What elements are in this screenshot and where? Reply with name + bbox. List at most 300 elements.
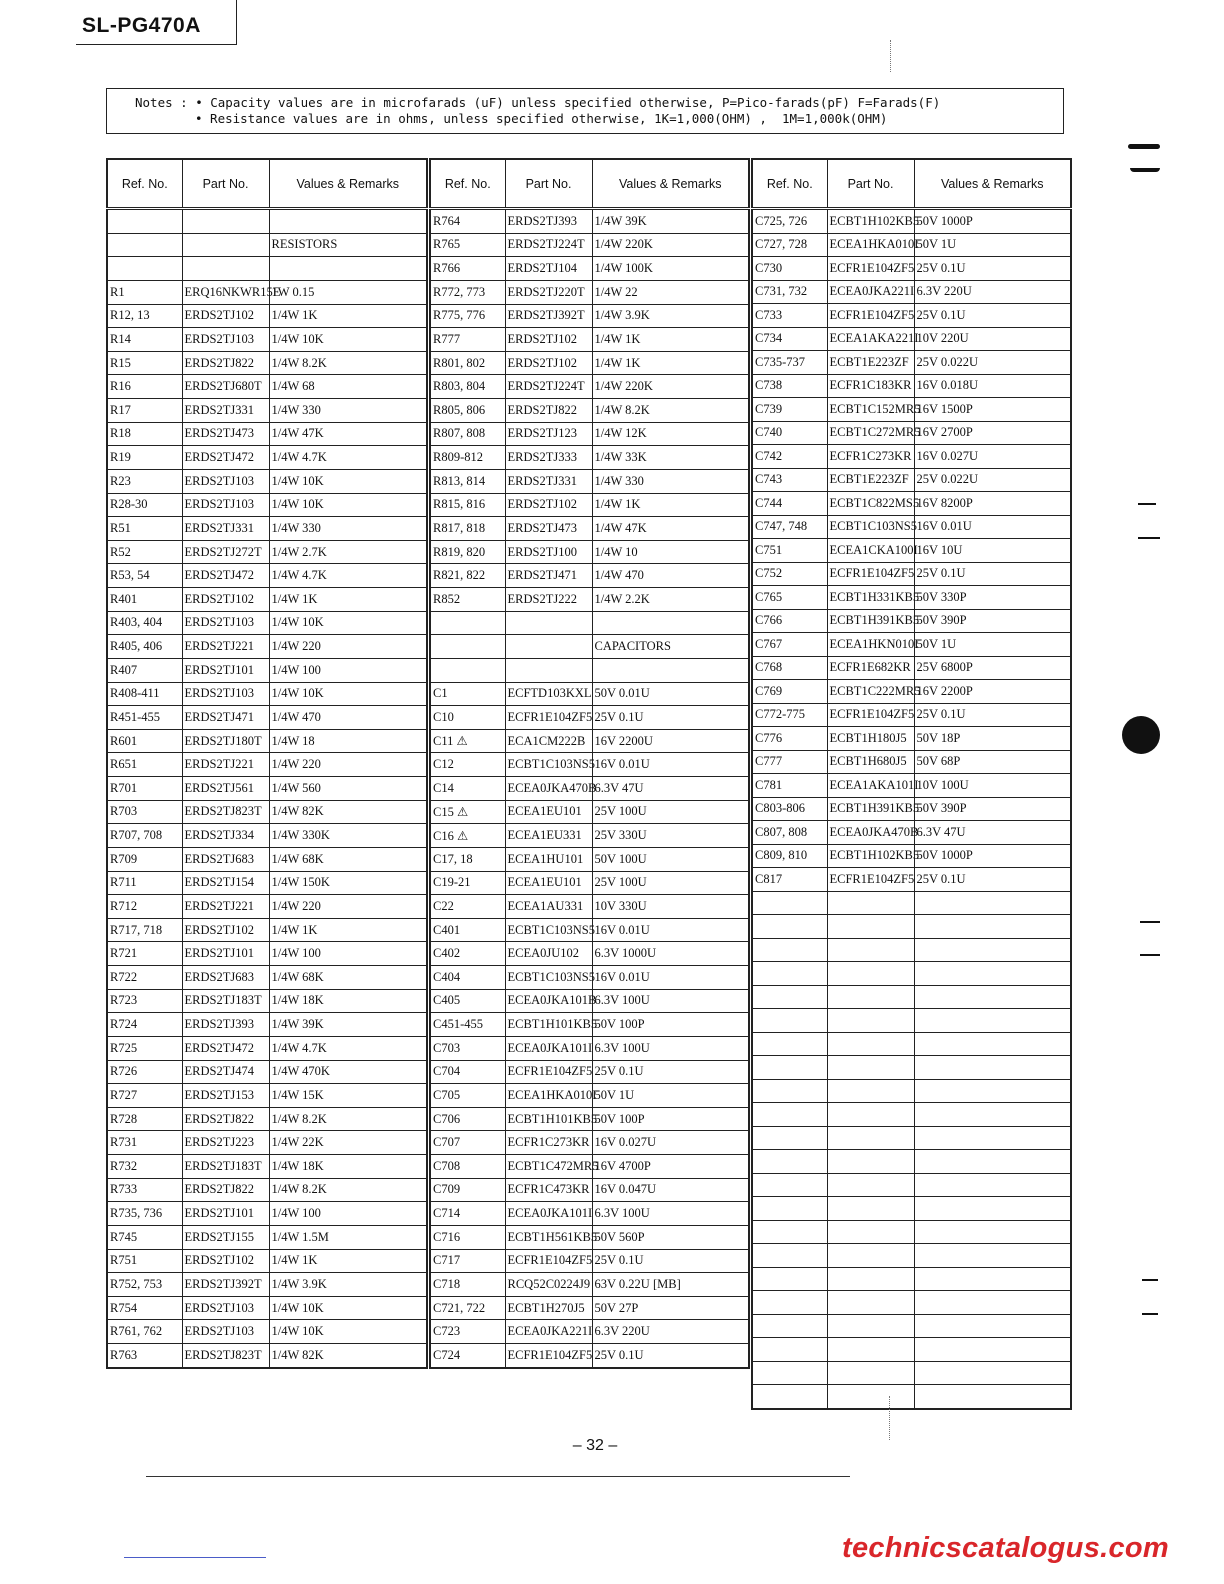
- part-no-cell: ERDS2TJ222: [505, 588, 592, 612]
- ref-no-cell: R752, 753: [107, 1273, 182, 1297]
- table-row: [107, 209, 427, 234]
- value-cell: 50V 1U: [914, 633, 1071, 657]
- value-cell: [914, 1220, 1071, 1244]
- table-row: [107, 304, 427, 328]
- ref-no-cell: [752, 1103, 827, 1127]
- part-no-cell: ECEA0JU102: [505, 942, 592, 966]
- ref-no-cell: R813, 814: [430, 469, 505, 493]
- value-cell: 1/4W 18: [269, 729, 427, 753]
- part-no-cell: ERDS2TJ331: [182, 517, 269, 541]
- value-cell: 1/4W 18K: [269, 989, 427, 1013]
- part-no-cell: ERDS2TJ154: [182, 871, 269, 895]
- ref-no-cell: R405, 406: [107, 635, 182, 659]
- table-row: [752, 774, 1071, 798]
- ref-no-cell: R777: [430, 328, 505, 352]
- ref-no-cell: [430, 658, 505, 682]
- table-row: [107, 1155, 427, 1179]
- part-no-cell: ECBT1C103NS5: [505, 966, 592, 990]
- part-no-cell: ECEA1EU101: [505, 871, 592, 895]
- table-row: [107, 989, 427, 1013]
- ref-no-cell: C766: [752, 609, 827, 633]
- part-no-cell: ECEA1CKA100I: [827, 539, 914, 563]
- table-row: [752, 586, 1071, 610]
- part-no-cell: ECEA0JKA470B: [505, 777, 592, 801]
- ref-no-cell: C734: [752, 327, 827, 351]
- value-cell: [914, 1103, 1071, 1127]
- table-row: [752, 304, 1071, 328]
- ref-no-cell: R403, 404: [107, 611, 182, 635]
- ref-no-cell: C14: [430, 777, 505, 801]
- table-row: [107, 1131, 427, 1155]
- value-cell: 6.3V 100U: [592, 989, 749, 1013]
- table-row: [107, 1296, 427, 1320]
- part-no-cell: [827, 1079, 914, 1103]
- margin-mark: [1142, 1279, 1158, 1281]
- part-no-cell: ERDS2TJ561: [182, 777, 269, 801]
- table-row: [107, 611, 427, 635]
- ref-no-cell: [752, 1126, 827, 1150]
- part-no-cell: ECEA1EU101: [505, 800, 592, 824]
- ref-no-cell: [752, 1150, 827, 1174]
- table-row: [430, 1036, 749, 1060]
- ref-no-cell: R723: [107, 989, 182, 1013]
- ref-no-cell: C1: [430, 682, 505, 706]
- value-cell: CAPACITORS: [592, 635, 749, 659]
- value-cell: 25V 0.1U: [592, 706, 749, 730]
- part-no-cell: [827, 1361, 914, 1385]
- value-cell: 1/4W 22: [592, 280, 749, 304]
- ref-no-cell: C738: [752, 374, 827, 398]
- value-cell: 1/4W 220K: [592, 233, 749, 257]
- table-row: [430, 1013, 749, 1037]
- header-ref-no: Ref. No.: [107, 159, 182, 209]
- ref-no-cell: R709: [107, 847, 182, 871]
- ref-no-cell: C11 ⚠: [430, 729, 505, 753]
- table-row: [107, 422, 427, 446]
- table-row: [107, 682, 427, 706]
- ref-no-cell: C777: [752, 750, 827, 774]
- ref-no-cell: R775, 776: [430, 304, 505, 328]
- table-row: [430, 351, 749, 375]
- part-no-cell: ECFR1C473KR: [505, 1178, 592, 1202]
- ref-no-cell: C12: [430, 753, 505, 777]
- part-no-cell: ECBT1C103NS5: [505, 753, 592, 777]
- part-no-cell: [827, 891, 914, 915]
- part-no-cell: ERDS2TJ333: [505, 446, 592, 470]
- ref-no-cell: C22: [430, 895, 505, 919]
- ref-no-cell: R721: [107, 942, 182, 966]
- table-row: [107, 328, 427, 352]
- table-row: [752, 515, 1071, 539]
- value-cell: 1W 0.15: [269, 280, 427, 304]
- table-row: [430, 635, 749, 659]
- table-row: [430, 847, 749, 871]
- table-row: [107, 1344, 427, 1369]
- table-row: [430, 588, 749, 612]
- part-no-cell: ERDS2TJ102: [182, 918, 269, 942]
- ref-no-cell: C735-737: [752, 351, 827, 375]
- margin-mark: [1130, 168, 1160, 172]
- table-row: [430, 1131, 749, 1155]
- part-no-cell: ECFR1E104ZF5: [505, 1344, 592, 1369]
- value-cell: [914, 1056, 1071, 1080]
- table-row: [430, 658, 749, 682]
- ref-no-cell: C739: [752, 398, 827, 422]
- table-row: [752, 327, 1071, 351]
- ref-no-cell: R16: [107, 375, 182, 399]
- part-no-cell: [827, 1385, 914, 1409]
- value-cell: 1/4W 33K: [592, 446, 749, 470]
- part-no-cell: ERDS2TJ221: [182, 635, 269, 659]
- value-cell: 1/4W 4.7K: [269, 446, 427, 470]
- ref-no-cell: C742: [752, 445, 827, 469]
- value-cell: 1/4W 10K: [269, 611, 427, 635]
- table-row: [752, 1197, 1071, 1221]
- value-cell: 16V 0.01U: [914, 515, 1071, 539]
- part-no-cell: ERDS2TJ822: [182, 1107, 269, 1131]
- value-cell: 16V 0.018U: [914, 374, 1071, 398]
- value-cell: 16V 0.027U: [914, 445, 1071, 469]
- value-cell: 25V 330U: [592, 824, 749, 848]
- value-cell: 1/4W 4.7K: [269, 1036, 427, 1060]
- part-no-cell: ERDS2TJ100: [505, 540, 592, 564]
- ref-no-cell: C740: [752, 421, 827, 445]
- part-no-cell: ECBT1C152MR5: [827, 398, 914, 422]
- table-row: [752, 1173, 1071, 1197]
- table-row: [752, 703, 1071, 727]
- part-no-cell: ECFR1E104ZF5: [505, 1249, 592, 1273]
- part-no-cell: [827, 1338, 914, 1362]
- ref-no-cell: C717: [430, 1249, 505, 1273]
- scan-artifact: [889, 1396, 890, 1440]
- ref-no-cell: C751: [752, 539, 827, 563]
- ref-no-cell: R17: [107, 399, 182, 423]
- value-cell: 1/4W 1K: [592, 351, 749, 375]
- ref-no-cell: [752, 1056, 827, 1080]
- table-row: [107, 446, 427, 470]
- table-row: [430, 706, 749, 730]
- ref-no-cell: C10: [430, 706, 505, 730]
- part-no-cell: ERDS2TJ153: [182, 1084, 269, 1108]
- table-row: [752, 938, 1071, 962]
- value-cell: 50V 100P: [592, 1107, 749, 1131]
- part-no-cell: [827, 1032, 914, 1056]
- ref-no-cell: C15 ⚠: [430, 800, 505, 824]
- part-no-cell: [827, 938, 914, 962]
- value-cell: 25V 6800P: [914, 656, 1071, 680]
- table-row: [430, 800, 749, 824]
- header-values-remarks: Values & Remarks: [269, 159, 427, 209]
- value-cell: [914, 1197, 1071, 1221]
- value-cell: 63V 0.22U [MB]: [592, 1273, 749, 1297]
- ref-no-cell: R401: [107, 588, 182, 612]
- table-row: [752, 1103, 1071, 1127]
- ref-no-cell: R707, 708: [107, 824, 182, 848]
- table-row: [430, 399, 749, 423]
- table-row: [107, 1273, 427, 1297]
- table-row: [107, 635, 427, 659]
- part-no-cell: ERDS2TJ103: [182, 493, 269, 517]
- ref-no-cell: C704: [430, 1060, 505, 1084]
- ref-no-cell: C769: [752, 680, 827, 704]
- part-no-cell: ERDS2TJ472: [182, 446, 269, 470]
- part-no-cell: [827, 1150, 914, 1174]
- table-row: [430, 895, 749, 919]
- value-cell: 10V 330U: [592, 895, 749, 919]
- table-row: [430, 1155, 749, 1179]
- ref-no-cell: C733: [752, 304, 827, 328]
- part-no-cell: [505, 658, 592, 682]
- value-cell: 1/4W 18K: [269, 1155, 427, 1179]
- table-row: [752, 492, 1071, 516]
- table-row: [752, 797, 1071, 821]
- value-cell: 1/4W 68K: [269, 847, 427, 871]
- table-row: [430, 280, 749, 304]
- part-no-cell: ECBT1H102KB5: [827, 844, 914, 868]
- ref-no-cell: [752, 1079, 827, 1103]
- part-no-cell: ECFR1E104ZF5: [505, 706, 592, 730]
- part-no-cell: ERDS2TJ473: [505, 517, 592, 541]
- ref-no-cell: R807, 808: [430, 422, 505, 446]
- table-row: [752, 891, 1071, 915]
- ref-no-cell: [107, 209, 182, 234]
- margin-mark: [1128, 144, 1160, 149]
- value-cell: 1/4W 8.2K: [269, 1107, 427, 1131]
- table-row: [752, 1126, 1071, 1150]
- value-cell: 1/4W 330: [269, 399, 427, 423]
- value-cell: 25V 0.1U: [592, 1344, 749, 1369]
- table-row: [430, 918, 749, 942]
- table-row: [107, 564, 427, 588]
- value-cell: 1/4W 8.2K: [592, 399, 749, 423]
- part-no-cell: [505, 635, 592, 659]
- part-no-cell: ECFR1E104ZF5: [505, 1060, 592, 1084]
- ref-no-cell: R51: [107, 517, 182, 541]
- value-cell: 1/4W 100: [269, 658, 427, 682]
- header-values-remarks: Values & Remarks: [914, 159, 1071, 209]
- table-row: [107, 800, 427, 824]
- value-cell: 1/4W 330: [592, 469, 749, 493]
- ref-no-cell: R817, 818: [430, 517, 505, 541]
- ref-no-cell: R1: [107, 280, 182, 304]
- part-no-cell: ECEA0JKA470B: [827, 821, 914, 845]
- table-row: [752, 445, 1071, 469]
- value-cell: 10V 100U: [914, 774, 1071, 798]
- value-cell: [914, 1314, 1071, 1338]
- part-no-cell: ERDS2TJ823T: [182, 800, 269, 824]
- table-row: [752, 844, 1071, 868]
- value-cell: [914, 915, 1071, 939]
- ref-no-cell: C709: [430, 1178, 505, 1202]
- table-row: [430, 1084, 749, 1108]
- margin-mark: [1138, 537, 1160, 539]
- notes-line-2: • Resistance values are in ohms, unless specified otherwise, 1K=1,000(OHM) , 1M=1,000k(OHM): [195, 111, 888, 126]
- watermark[interactable]: technicscatalogus.com: [842, 1532, 1170, 1564]
- part-no-cell: ECEA1EU331: [505, 824, 592, 848]
- part-no-cell: ERDS2TJ102: [505, 328, 592, 352]
- ref-no-cell: C17, 18: [430, 847, 505, 871]
- margin-mark: [1138, 503, 1156, 505]
- ref-no-cell: R728: [107, 1107, 182, 1131]
- part-no-cell: ERDS2TJ103: [182, 469, 269, 493]
- value-cell: 16V 2200P: [914, 680, 1071, 704]
- table-row: [752, 539, 1071, 563]
- ref-no-cell: C402: [430, 942, 505, 966]
- part-no-cell: ERDS2TJ183T: [182, 989, 269, 1013]
- value-cell: 1/4W 39K: [592, 209, 749, 234]
- table-row: [107, 729, 427, 753]
- value-cell: 25V 100U: [592, 800, 749, 824]
- ref-no-cell: C723: [430, 1320, 505, 1344]
- binding-hole-mark: [1122, 716, 1160, 754]
- value-cell: 1/4W 1K: [592, 328, 749, 352]
- ref-no-cell: R732: [107, 1155, 182, 1179]
- ref-no-cell: R819, 820: [430, 540, 505, 564]
- part-no-cell: ERDS2TJ392T: [182, 1273, 269, 1297]
- value-cell: 50V 0.01U: [592, 682, 749, 706]
- value-cell: 1/4W 10K: [269, 469, 427, 493]
- table-row: [430, 682, 749, 706]
- table-row: [107, 847, 427, 871]
- footer-rule: [146, 1476, 850, 1477]
- part-no-cell: ERDS2TJ223: [182, 1131, 269, 1155]
- part-no-cell: ERDS2TJ683: [182, 966, 269, 990]
- ref-no-cell: C718: [430, 1273, 505, 1297]
- table-row: [752, 209, 1071, 234]
- table-row: [107, 233, 427, 257]
- value-cell: 50V 100U: [592, 847, 749, 871]
- table-row: [107, 1202, 427, 1226]
- part-no-cell: ECBT1C103NS5: [827, 515, 914, 539]
- value-cell: 16V 0.01U: [592, 918, 749, 942]
- table-row: [430, 777, 749, 801]
- ref-no-cell: C16 ⚠: [430, 824, 505, 848]
- ref-no-cell: [752, 1032, 827, 1056]
- part-no-cell: ECEA1AU331: [505, 895, 592, 919]
- part-no-cell: ERDS2TJ272T: [182, 540, 269, 564]
- value-cell: 1/4W 560: [269, 777, 427, 801]
- part-no-cell: [827, 1314, 914, 1338]
- table-row: [107, 1249, 427, 1273]
- part-no-cell: ECBT1C222MR5: [827, 680, 914, 704]
- table-row: [752, 280, 1071, 304]
- part-no-cell: ERDS2TJ823T: [182, 1344, 269, 1369]
- header-ref-no: Ref. No.: [752, 159, 827, 209]
- value-cell: 1/4W 100: [269, 1202, 427, 1226]
- value-cell: [914, 891, 1071, 915]
- ref-no-cell: [107, 233, 182, 257]
- part-no-cell: ERDS2TJ392T: [505, 304, 592, 328]
- value-cell: 16V 0.047U: [592, 1178, 749, 1202]
- part-no-cell: [827, 1291, 914, 1315]
- table-row: [752, 985, 1071, 1009]
- notes-line-1: Notes : • Capacity values are in microfarads (uF) unless specified otherwise, P=Pico-farads(pF) F=Farads(F): [135, 95, 941, 110]
- value-cell: 1/4W 220: [269, 635, 427, 659]
- table-row: [107, 966, 427, 990]
- part-no-cell: ERQ16NKWR15E: [182, 280, 269, 304]
- ref-no-cell: [752, 915, 827, 939]
- ref-no-cell: R28-30: [107, 493, 182, 517]
- value-cell: 50V 390P: [914, 609, 1071, 633]
- ref-no-cell: [430, 611, 505, 635]
- value-cell: RESISTORS: [269, 233, 427, 257]
- value-cell: 1/4W 22K: [269, 1131, 427, 1155]
- value-cell: 25V 0.022U: [914, 468, 1071, 492]
- value-cell: 25V 0.1U: [914, 703, 1071, 727]
- margin-mark: [1140, 954, 1160, 956]
- part-no-cell: [827, 1056, 914, 1080]
- part-no-cell: ECBT1H180J5: [827, 727, 914, 751]
- value-cell: 1/4W 470: [269, 706, 427, 730]
- parts-table-col-3: [751, 158, 1072, 1410]
- part-no-cell: ERDS2TJ103: [182, 328, 269, 352]
- table-row: [752, 257, 1071, 281]
- ref-no-cell: [752, 1361, 827, 1385]
- part-no-cell: ERDS2TJ472: [182, 564, 269, 588]
- ref-no-cell: C730: [752, 257, 827, 281]
- part-no-cell: ECFR1E104ZF5: [827, 304, 914, 328]
- part-no-cell: ERDS2TJ180T: [182, 729, 269, 753]
- ref-no-cell: R724: [107, 1013, 182, 1037]
- value-cell: 1/4W 10K: [269, 328, 427, 352]
- table-row: [430, 1107, 749, 1131]
- ref-no-cell: C743: [752, 468, 827, 492]
- ref-no-cell: C767: [752, 633, 827, 657]
- table-row: [752, 656, 1071, 680]
- part-no-cell: ECBT1C472MR5: [505, 1155, 592, 1179]
- part-no-cell: ERDS2TJ103: [182, 611, 269, 635]
- value-cell: 1/4W 47K: [269, 422, 427, 446]
- value-cell: 16V 1500P: [914, 398, 1071, 422]
- model-number: SL-PG470A: [82, 14, 201, 37]
- table-row: [107, 1225, 427, 1249]
- value-cell: 6.3V 220U: [914, 280, 1071, 304]
- value-cell: 50V 390P: [914, 797, 1071, 821]
- table-row: [107, 540, 427, 564]
- ref-no-cell: C19-21: [430, 871, 505, 895]
- part-no-cell: [827, 985, 914, 1009]
- value-cell: 1/4W 10: [592, 540, 749, 564]
- table-row: [107, 375, 427, 399]
- ref-no-cell: R52: [107, 540, 182, 564]
- part-no-cell: ERDS2TJ822: [505, 399, 592, 423]
- value-cell: 16V 8200P: [914, 492, 1071, 516]
- ref-no-cell: R23: [107, 469, 182, 493]
- margin-mark: [1140, 921, 1160, 923]
- table-row: [752, 1291, 1071, 1315]
- part-no-cell: [827, 1244, 914, 1268]
- value-cell: 1/4W 3.9K: [592, 304, 749, 328]
- value-cell: [914, 1291, 1071, 1315]
- table-row: [430, 233, 749, 257]
- value-cell: 1/4W 82K: [269, 800, 427, 824]
- table-row: [430, 1202, 749, 1226]
- value-cell: [914, 1173, 1071, 1197]
- table-row: [430, 966, 749, 990]
- parts-table-col-2: [429, 158, 750, 1369]
- ref-no-cell: [752, 1338, 827, 1362]
- table-row: [430, 1060, 749, 1084]
- value-cell: 1/4W 10K: [269, 493, 427, 517]
- table-row: [752, 374, 1071, 398]
- value-cell: 1/4W 68: [269, 375, 427, 399]
- part-no-cell: ECBT1C103NS5: [505, 918, 592, 942]
- value-cell: 25V 0.1U: [592, 1249, 749, 1273]
- table-row: [430, 375, 749, 399]
- value-cell: 1/4W 3.9K: [269, 1273, 427, 1297]
- part-no-cell: ERDS2TJ123: [505, 422, 592, 446]
- table-row: [752, 680, 1071, 704]
